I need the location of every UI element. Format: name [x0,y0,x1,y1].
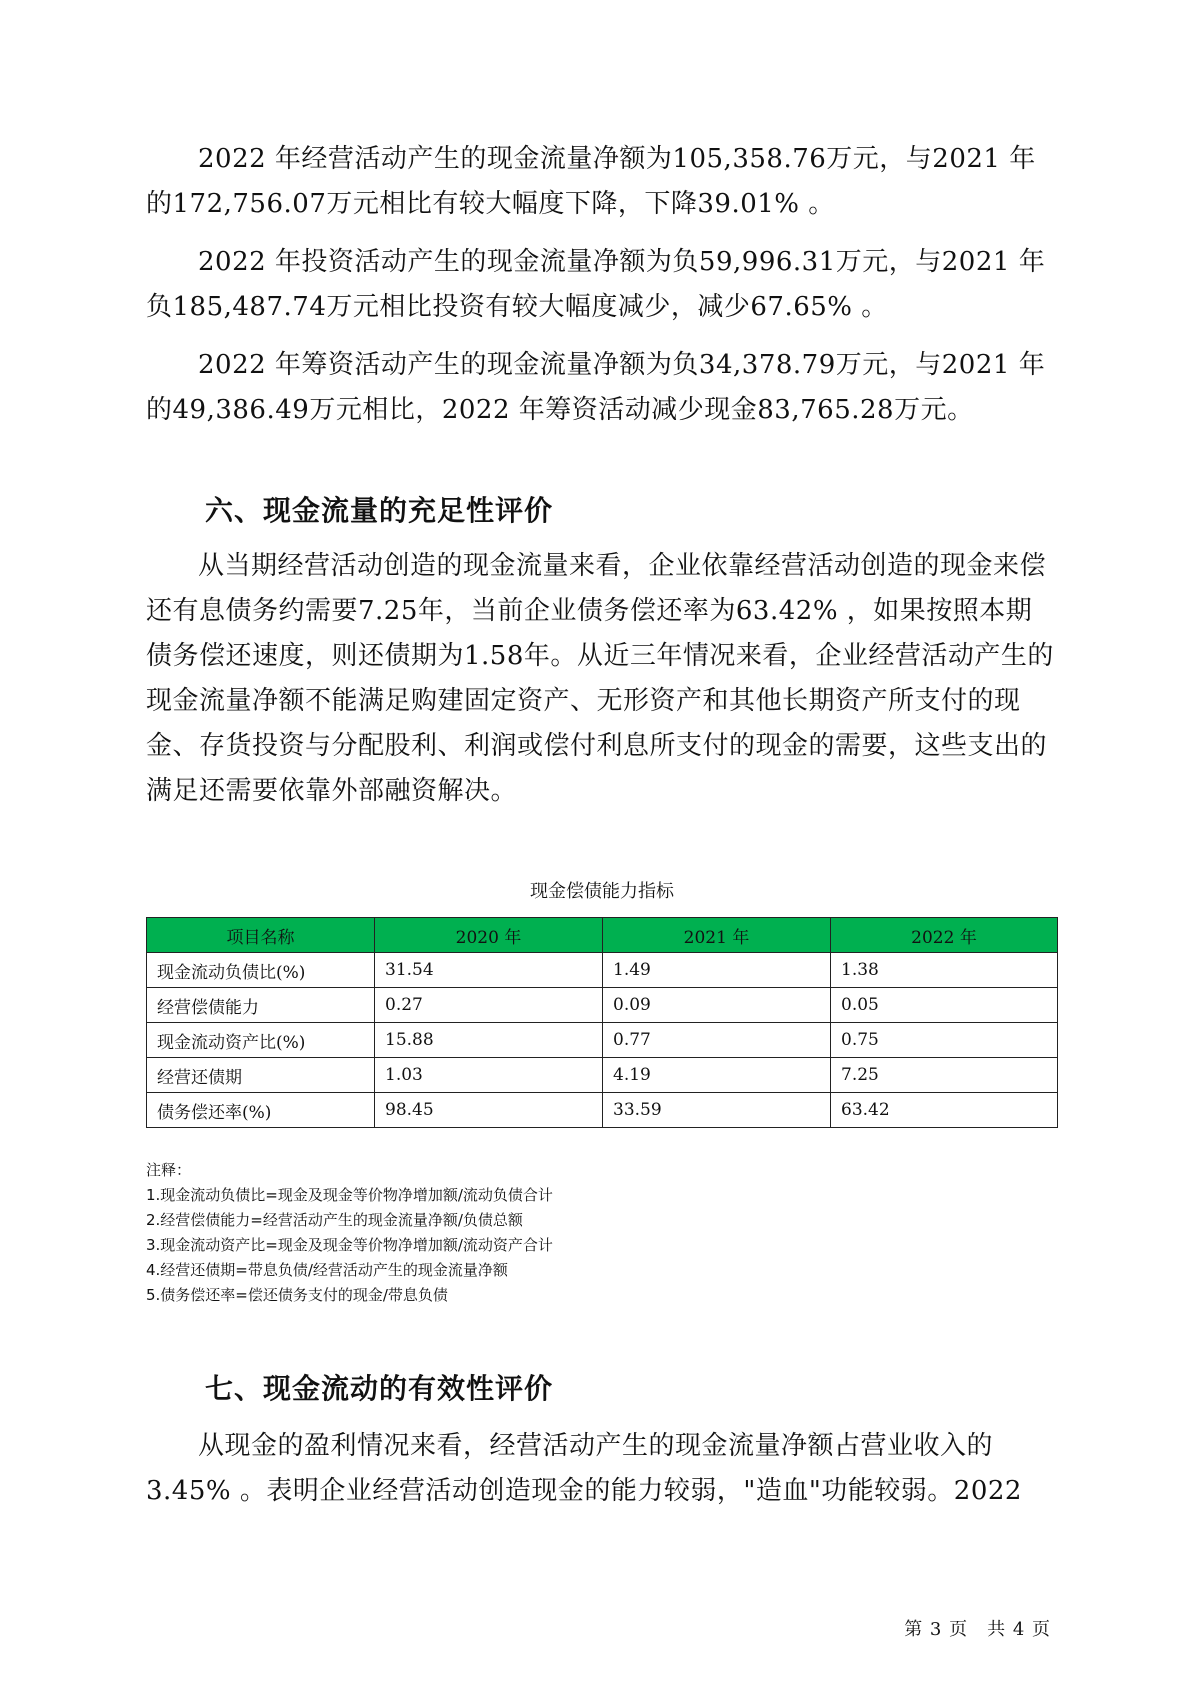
notes-title: 注释： [146,1161,192,1179]
cell-value: 1.49 [603,953,831,988]
row-label: 债务偿还率(%) [147,1093,375,1128]
row-label: 现金流动负债比(%) [147,953,375,988]
section6-heading: 六、现金流量的充足性评价 [205,494,554,527]
cell-value: 1.38 [831,953,1058,988]
notes-block [146,1158,1058,1308]
table-row [147,1093,1058,1128]
cell-value: 0.27 [375,988,603,1023]
cell-value: 0.09 [603,988,831,1023]
section7-heading: 七、现金流动的有效性评价 [205,1372,554,1405]
paragraph-investing-cashflow: 2022 年投资活动产生的现金流量净额为负59,996.31万元，与2021 年负185,487.74万元相比投资有较大幅度减少，减少67.65% 。 [146,247,1046,322]
cell-value: 33.59 [603,1093,831,1128]
cell-value: 7.25 [831,1058,1058,1093]
table-caption: 现金偿债能力指标 [530,881,674,902]
section7-body: 从现金的盈利情况来看，经营活动产生的现金流量净额占营业收入的3.45% 。表明企业经营活动创造现金的能力较弱，"造血"功能较弱。2022 [146,1431,1022,1506]
header-2020: 2020 年 [375,918,603,953]
row-label: 经营还债期 [147,1058,375,1093]
paragraph-operating-cashflow: 2022 年经营活动产生的现金流量净额为105,358.76万元，与2021 年的172,756.07万元相比有较大幅度下降，下降39.01% 。 [146,144,1036,219]
note-item: 3.现金流动资产比=现金及现金等价物净增加额/流动资产合计 [146,1236,553,1254]
cell-value: 4.19 [603,1058,831,1093]
cell-value: 31.54 [375,953,603,988]
note-item: 5.债务偿还率=偿还债务支付的现金/带息负债 [146,1286,448,1304]
cell-value: 0.77 [603,1023,831,1058]
table-row [147,988,1058,1023]
cell-value: 63.42 [831,1093,1058,1128]
cell-value: 1.03 [375,1058,603,1093]
cell-value: 0.05 [831,988,1058,1023]
cell-value: 0.75 [831,1023,1058,1058]
note-item: 2.经营偿债能力=经营活动产生的现金流量净额/负债总额 [146,1211,523,1229]
cell-value: 15.88 [375,1023,603,1058]
cash-solvency-table [146,917,1058,1128]
note-item: 1.现金流动负债比=现金及现金等价物净增加额/流动负债合计 [146,1186,553,1204]
page-number: 第 3 页 共 4 页 [904,1619,1051,1640]
note-item: 4.经营还债期=带息负债/经营活动产生的现金流量净额 [146,1261,508,1279]
header-2022: 2022 年 [831,918,1058,953]
table-row [147,953,1058,988]
row-label: 经营偿债能力 [147,988,375,1023]
table-row [147,1023,1058,1058]
table-row [147,1058,1058,1093]
section6-body: 从当期经营活动创造的现金流量来看，企业依靠经营活动创造的现金来偿还有息债务约需要7.25年，当前企业债务偿还率为63.42% ，如果按照本期债务偿还速度，则还债期为1.58年。从近三年情况来看，企业经营活动产生的现金流量净额不能满足购建固定资产、无形资产和其他长期资产所支付的现金、存货投资与分配股利、利润或偿付利息所支付的现金的需要，这些支出的满足还需要依靠外部融资解决。 [146,551,1054,806]
cell-value: 98.45 [375,1093,603,1128]
paragraph-financing-cashflow: 2022 年筹资活动产生的现金流量净额为负34,378.79万元，与2021 年的49,386.49万元相比，2022 年筹资活动减少现金83,765.28万元。 [146,350,1046,425]
table-header-row [147,918,1058,953]
header-2021: 2021 年 [603,918,831,953]
row-label: 现金流动资产比(%) [147,1023,375,1058]
header-item-name: 项目名称 [147,918,375,953]
